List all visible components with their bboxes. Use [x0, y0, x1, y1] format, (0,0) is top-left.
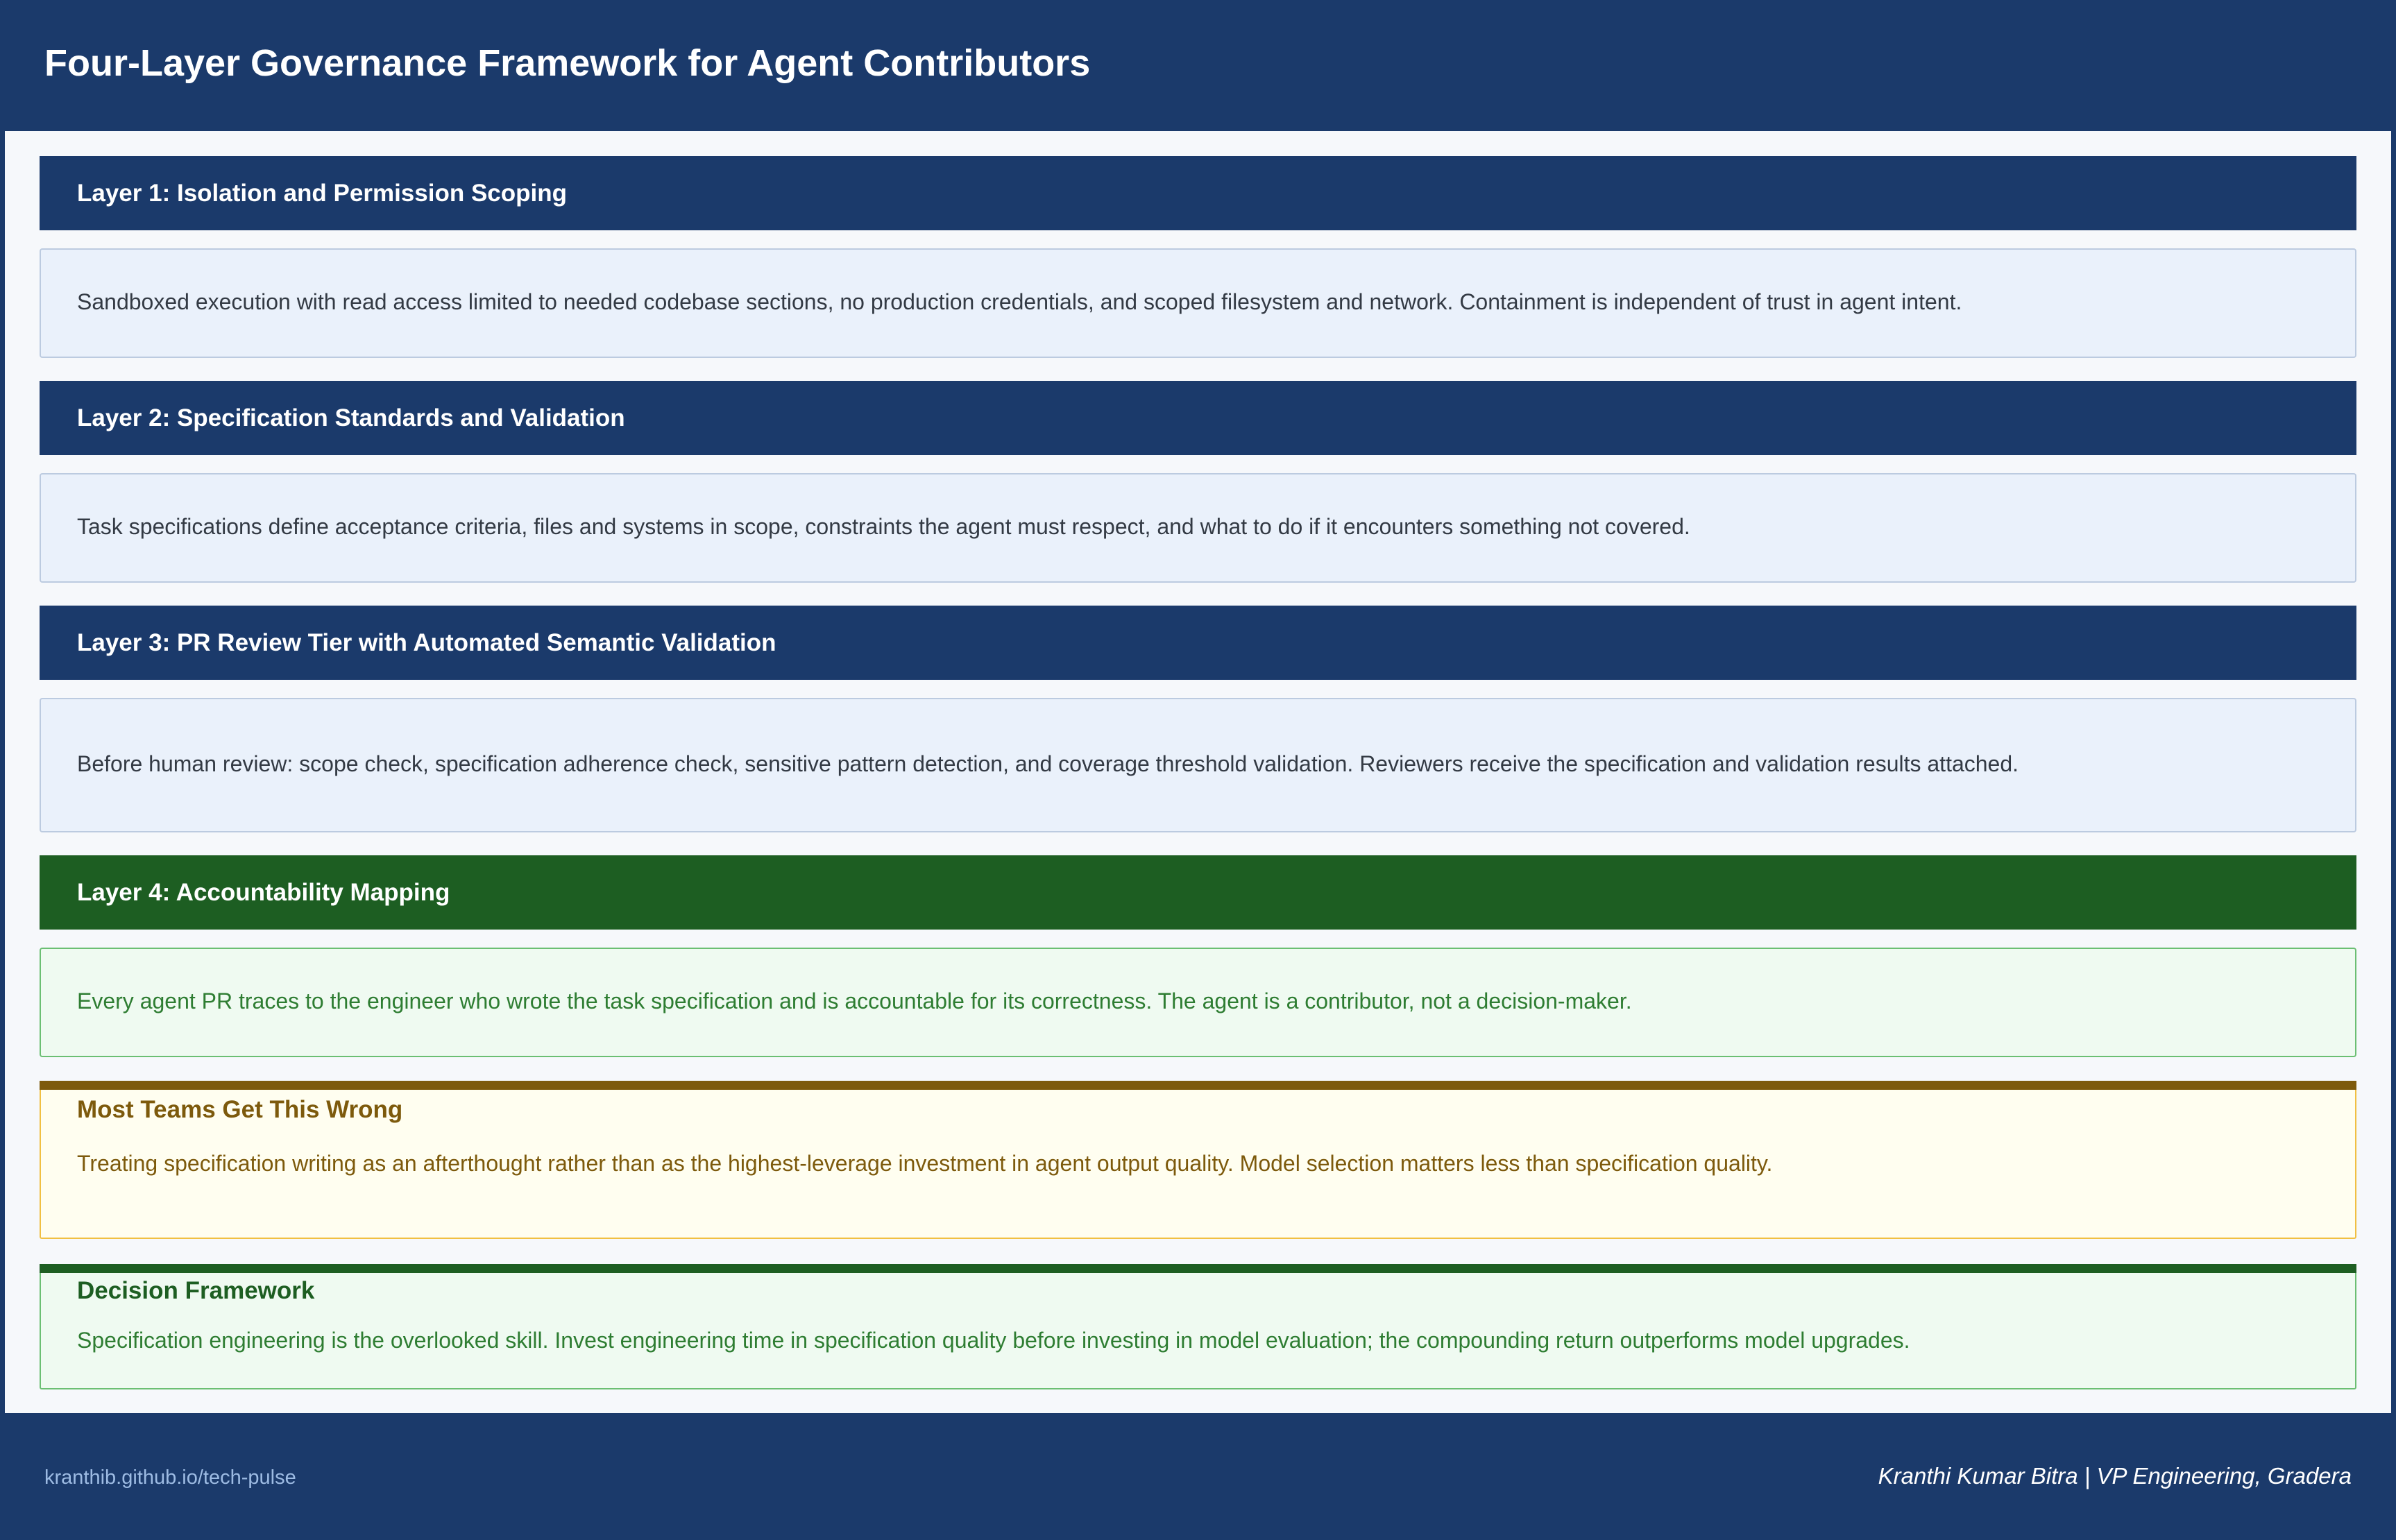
warning-callout	[40, 1081, 2356, 1239]
layer-3-title: Layer 3: PR Review Tier with Automated Semantic Validation	[77, 629, 776, 656]
layer-2-body	[40, 473, 2356, 583]
main-content	[5, 131, 2391, 1413]
decision-callout-bar	[40, 1264, 2356, 1273]
layer-3-body	[40, 698, 2356, 832]
layer-3-header	[40, 606, 2356, 680]
layer-4-description: Every agent PR traces to the engineer who wrote the task specification and is accountable for its correctness. The agent is a contributor, not a decision-maker.	[77, 989, 1632, 1013]
layer-1-description: Sandboxed execution with read access limited to needed codebase sections, no production credentials, and scoped filesystem and network. Containment is independent of trust in agent intent.	[77, 289, 1962, 314]
layer-3-description: Before human review: scope check, specification adherence check, sensitive pattern detection, and coverage threshold validation. Reviewers receive the specification and validation results attached.	[77, 751, 2019, 776]
layer-4-title: Layer 4: Accountability Mapping	[77, 879, 450, 906]
layer-1-title: Layer 1: Isolation and Permission Scoping	[77, 180, 567, 207]
warning-callout-text: Treating specification writing as an afterthought rather than as the highest-leverage investment in agent output quality. Model selection matters less than specification quality.	[77, 1151, 1773, 1176]
warning-callout-title: Most Teams Get This Wrong	[77, 1096, 403, 1123]
decision-callout	[40, 1264, 2356, 1389]
page-header	[0, 0, 2396, 131]
layer-4-header	[40, 855, 2356, 930]
layer-2-title: Layer 2: Specification Standards and Validation	[77, 404, 625, 431]
layer-2-header	[40, 381, 2356, 455]
footer-author: Kranthi Kumar Bitra | VP Engineering, Gradera	[1878, 1463, 2352, 1489]
layer-1-header	[40, 156, 2356, 230]
decision-callout-title: Decision Framework	[77, 1277, 315, 1304]
layer-2-description: Task specifications define acceptance criteria, files and systems in scope, constraints the agent must respect, and what to do if it encounters something not covered.	[77, 514, 1690, 539]
layer-4-body	[40, 948, 2356, 1057]
page-title: Four-Layer Governance Framework for Agent Contributors	[44, 42, 1091, 84]
footer-url: kranthib.github.io/tech-pulse	[44, 1466, 296, 1489]
warning-callout-bar	[40, 1081, 2356, 1090]
decision-callout-text: Specification engineering is the overlooked skill. Invest engineering time in specification quality before investing in model evaluation; the compounding return outperforms model upgrades.	[77, 1328, 1910, 1353]
layer-1-body	[40, 248, 2356, 358]
